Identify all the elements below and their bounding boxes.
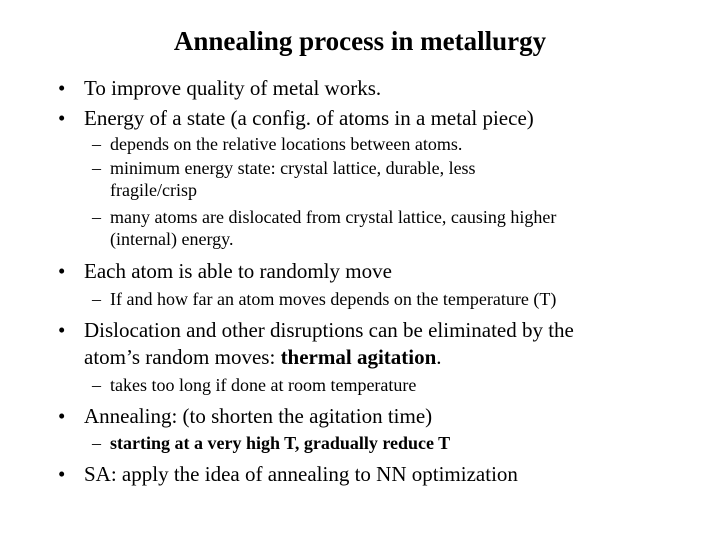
slide-title: Annealing process in metallurgy	[173, 26, 547, 56]
dash-marker: –	[92, 433, 101, 453]
bullet-marker: •	[58, 318, 66, 342]
sub-bullet-text: If and how far an atom moves depends on the temperature (T)	[110, 289, 557, 309]
bullet-text: Dislocation and other disruptions can be eliminated by the	[84, 318, 574, 342]
bullet-text: Annealing: (to shorten the agitation time)	[84, 404, 433, 428]
bullet-marker: •	[58, 106, 66, 130]
sub-bullet-text: depends on the relative locations between atoms.	[110, 134, 463, 154]
bullet-marker: •	[58, 404, 66, 428]
bullet-text-cont	[84, 344, 442, 370]
sub-bullet-text: many atoms are dislocated from crystal lattice, causing higher	[110, 207, 557, 227]
sub-bullet-text-cont: fragile/crisp	[110, 180, 197, 200]
sub-bullet-text: takes too long if done at room temperature	[110, 375, 417, 395]
dash-marker: –	[92, 289, 101, 309]
bullet-text: Each atom is able to randomly move	[84, 259, 392, 283]
bullet-marker: •	[58, 462, 66, 486]
dash-marker: –	[92, 375, 101, 395]
dash-marker: –	[92, 158, 101, 178]
sub-bullet-text: minimum energy state: crystal lattice, durable, less	[110, 158, 476, 178]
text-prefix: atom’s random moves:	[84, 345, 281, 369]
bullet-marker: •	[58, 259, 66, 283]
bullet-marker: •	[58, 76, 66, 100]
dash-marker: –	[92, 134, 101, 154]
bullet-text: SA: apply the idea of annealing to NN optimization	[84, 462, 518, 486]
dash-marker: –	[92, 207, 101, 227]
bullet-text: Energy of a state (a config. of atoms in a metal piece)	[84, 106, 534, 130]
text-suffix: .	[436, 345, 442, 369]
sub-bullet-text: starting at a very high T, gradually reduce T	[110, 433, 451, 453]
sub-bullet-text-cont: (internal) energy.	[110, 229, 234, 249]
emphasis-term: thermal agitation	[280, 345, 437, 369]
bullet-text: To improve quality of metal works.	[84, 76, 382, 100]
